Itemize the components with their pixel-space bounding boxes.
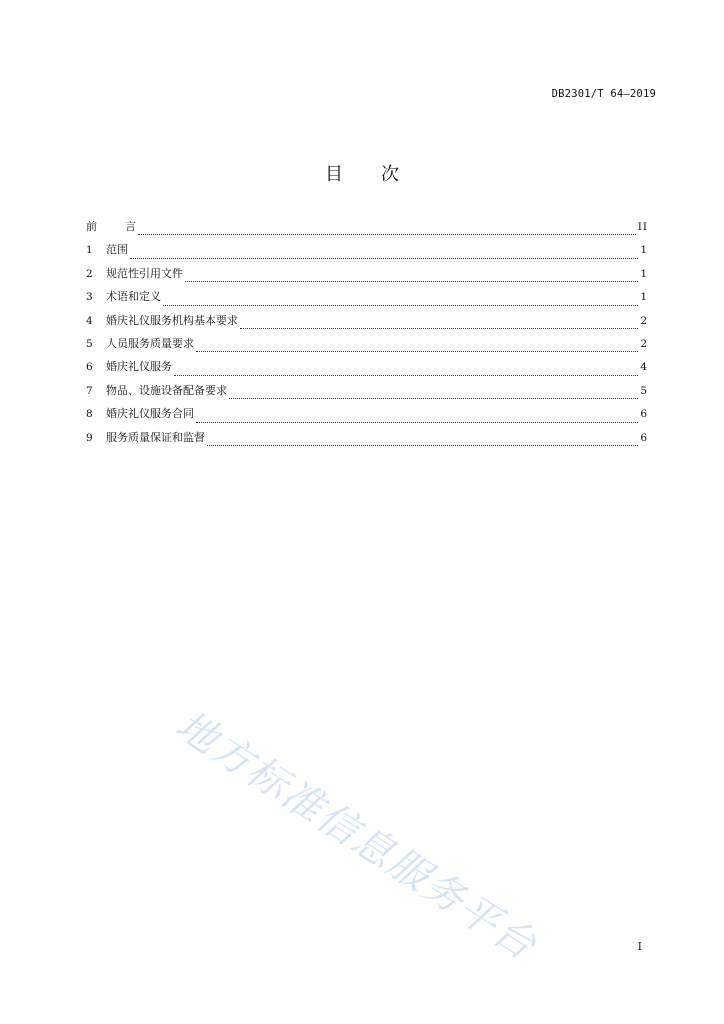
toc-entry-label: 物品、设施设备配备要求 xyxy=(106,383,227,397)
toc-title-char-2: 次 xyxy=(381,164,399,185)
toc-entry-label: 婚庆礼仪服务合同 xyxy=(106,407,194,421)
toc-leader-dots xyxy=(163,304,638,306)
toc-leader-dots xyxy=(207,444,638,446)
toc-entry-page: 6 xyxy=(640,431,648,444)
toc-entry-5[interactable] xyxy=(86,336,648,359)
toc-entry-foreword[interactable] xyxy=(86,219,648,242)
toc-entry-number: 3 xyxy=(86,291,93,304)
standard-code: DB2301/T 64—2019 xyxy=(551,88,656,100)
toc-entry-label: 范围 xyxy=(106,243,128,257)
toc-entry-label: 前言 xyxy=(86,220,164,233)
toc-entry-number: 5 xyxy=(86,337,93,350)
toc-entry-9[interactable] xyxy=(86,430,648,453)
toc-entry-2[interactable] xyxy=(86,266,648,289)
toc-leader-dots xyxy=(174,374,638,376)
toc-entry-page: 6 xyxy=(640,408,648,421)
toc-leader-dots xyxy=(130,257,638,259)
toc-entry-page: 2 xyxy=(640,314,648,327)
toc-entry-number: 8 xyxy=(86,408,93,421)
toc-entry-page: 1 xyxy=(640,267,648,280)
toc-entry-label: 婚庆礼仪服务 xyxy=(106,360,172,374)
toc-entry-3[interactable] xyxy=(86,289,648,312)
toc-entry-page: 1 xyxy=(640,244,648,257)
toc-leader-dots xyxy=(229,397,638,399)
page-number: I xyxy=(637,940,642,953)
toc-entry-page: 5 xyxy=(640,384,648,397)
toc-title-char-1: 目 xyxy=(325,164,343,185)
toc-leader-dots xyxy=(196,350,638,352)
toc-entry-label: 婚庆礼仪服务机构基本要求 xyxy=(106,313,238,327)
toc-entry-label: 服务质量保证和监督 xyxy=(106,430,205,444)
toc-entry-7[interactable] xyxy=(86,383,648,406)
toc-entry-8[interactable] xyxy=(86,406,648,429)
toc-entry-number: 1 xyxy=(86,244,93,257)
toc-entry-page: 1 xyxy=(640,291,648,304)
toc-entry-page: 4 xyxy=(640,361,648,374)
toc-entry-page: 2 xyxy=(640,337,648,350)
toc-leader-dots xyxy=(196,421,638,423)
toc-entry-label: 人员服务质量要求 xyxy=(106,336,194,350)
toc-entry-number: 9 xyxy=(86,431,93,444)
toc-leader-dots xyxy=(185,280,638,282)
toc-entry-page: II xyxy=(637,221,648,233)
toc-entry-6[interactable] xyxy=(86,359,648,382)
toc-entry-1[interactable] xyxy=(86,242,648,265)
toc-entry-number: 7 xyxy=(86,384,93,397)
toc-entry-label: 规范性引用文件 xyxy=(106,266,183,280)
toc-entry-number: 4 xyxy=(86,314,93,327)
toc-title xyxy=(0,160,724,186)
watermark-text: 地方标准信息服务平台 xyxy=(167,702,545,970)
toc-entry-label: 术语和定义 xyxy=(106,290,161,304)
toc-leader-dots xyxy=(138,233,636,235)
toc-entry-number: 2 xyxy=(86,267,93,280)
toc-entry-4[interactable] xyxy=(86,313,648,336)
toc-entry-number: 6 xyxy=(86,361,93,374)
table-of-contents xyxy=(86,219,648,453)
toc-leader-dots xyxy=(240,327,638,329)
